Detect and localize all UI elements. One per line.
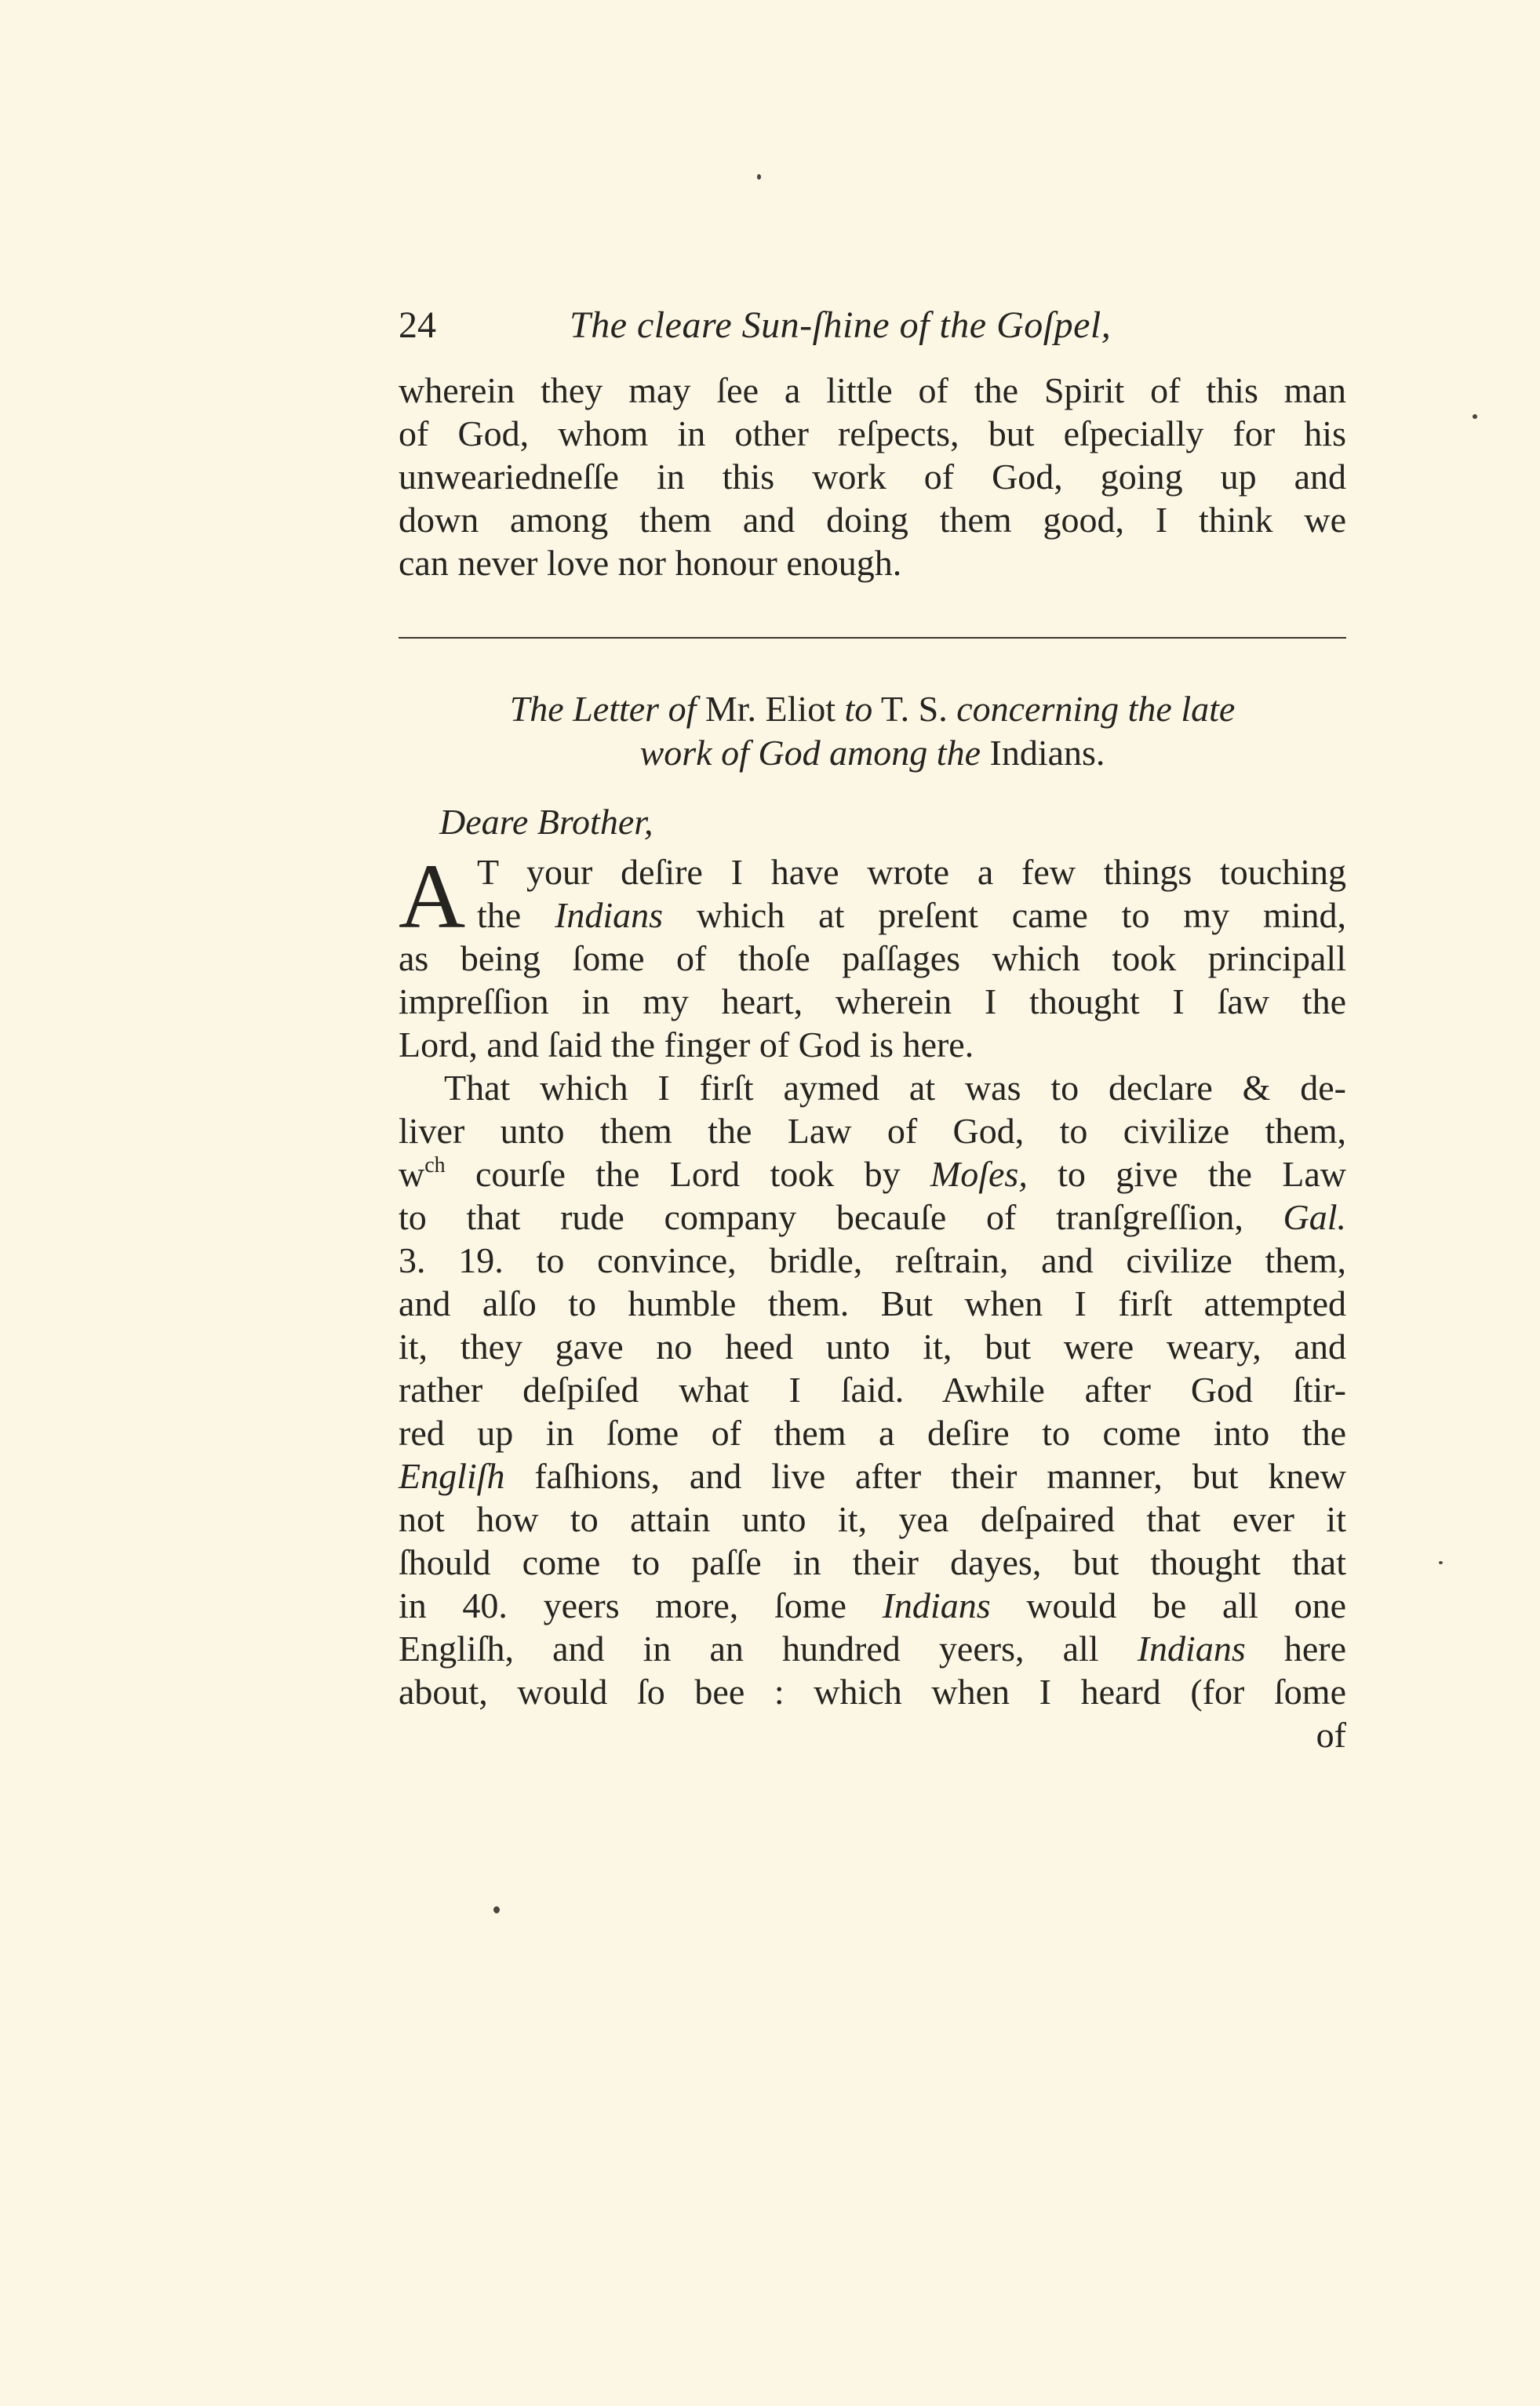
page-number: 24 — [399, 304, 436, 346]
letter-title-line-2 — [399, 731, 1346, 775]
paper-speck — [493, 1906, 500, 1913]
text-line — [399, 1411, 1346, 1454]
text-line — [399, 1541, 1346, 1584]
title-segment: concerning the late — [956, 689, 1236, 729]
text-line — [399, 1325, 1346, 1368]
text-segment: Indians — [555, 895, 664, 935]
text-line — [399, 1368, 1346, 1411]
text-line — [399, 937, 1346, 980]
text-segment: as being ſome of thoſe paſſages which took principall — [399, 938, 1346, 978]
text-segment: ſhould come to paſſe in their dayes, but thought that — [399, 1542, 1346, 1582]
text-segment: T your deſire I have wrote a few things touching — [477, 852, 1346, 892]
text-segment: the — [477, 895, 555, 935]
text-line — [399, 1066, 1346, 1109]
text-line — [399, 1584, 1346, 1627]
text-segment: not how to attain unto it, yea deſpaired that ever it — [399, 1499, 1346, 1539]
drop-cap: A — [399, 845, 466, 948]
text-line — [399, 1023, 1346, 1066]
text-segment: Indians — [1137, 1629, 1246, 1669]
text-segment: about, would ſo bee : which when I heard (for ſome — [399, 1672, 1346, 1712]
text-segment: Gal. — [1283, 1197, 1346, 1237]
paper-speck — [757, 174, 761, 180]
text-segment: liver unto them the Law of God, to civilize them, — [399, 1111, 1346, 1151]
text-line — [399, 1498, 1346, 1541]
text-segment: Indians — [882, 1585, 991, 1625]
title-segment: Mr. Eliot — [696, 689, 845, 729]
text-segment: to that rude company becauſe of tranſgreſſion, — [399, 1197, 1283, 1237]
text-line — [477, 894, 1346, 937]
text-line: unweariedneſſe in this work of God, going up and — [399, 457, 1346, 497]
text-line — [399, 1282, 1346, 1325]
text-line: can never love nor honour enough. — [399, 543, 902, 583]
paper-speck — [1439, 1561, 1443, 1564]
text-segment: here — [1245, 1629, 1346, 1669]
text-segment: courſe the Lord took by — [445, 1154, 930, 1194]
section-divider — [399, 637, 1346, 639]
text-line — [399, 1454, 1346, 1498]
text-segment: in 40. yeers more, ſome — [399, 1585, 883, 1625]
text-line — [399, 1196, 1346, 1239]
text-line — [399, 1152, 1346, 1196]
superscript: ch — [424, 1153, 446, 1178]
title-segment: T. S. — [872, 689, 957, 729]
text-segment: to give the Law — [1027, 1154, 1347, 1194]
running-header — [399, 298, 1346, 353]
text-segment: and alſo to humble them. But when I firſt attempted — [399, 1283, 1346, 1323]
opening-lines — [399, 845, 1347, 948]
text-line — [477, 850, 1346, 894]
text-segment: Engliſh — [399, 1456, 505, 1496]
catchword: of — [1316, 1715, 1346, 1755]
text-line — [399, 1627, 1346, 1670]
text-segment: which at preſent came to my mind, — [663, 895, 1347, 935]
text-segment: faſhions, and live after their manner, but knew — [504, 1456, 1346, 1496]
text-segment: That which I firſt aymed at was to declare & de- — [444, 1068, 1346, 1108]
text-line — [399, 1670, 1346, 1713]
text-segment: Engliſh, and in an hundred yeers, all — [399, 1629, 1138, 1669]
title-segment: to — [844, 689, 873, 729]
text-segment: impreſſion in my heart, wherein I thought I ſaw the — [399, 981, 1346, 1021]
text-line: of God, whom in other reſpects, but eſpecially for his — [399, 413, 1346, 453]
text-segment: rather deſpiſed what I ſaid. Awhile after God ſtir- — [399, 1370, 1346, 1410]
paper-speck — [1473, 414, 1477, 419]
letter-title-line-1 — [399, 687, 1346, 731]
text-segment: Moſes, — [930, 1154, 1028, 1194]
text-line — [399, 1109, 1346, 1152]
text-segment: it, they gave no heed unto it, but were weary, and — [399, 1327, 1346, 1367]
text-segment: 3. 19. to convince, bridle, reſtrain, and civilize them, — [399, 1240, 1346, 1280]
text-segment: red up in ſome of them a deſire to come into the — [399, 1413, 1346, 1453]
text-segment: would be all one — [990, 1585, 1347, 1625]
salutation: Deare Brother, — [439, 802, 653, 842]
title-segment: work of God among the — [639, 733, 981, 773]
running-title: The cleare Sun-ſhine of the Goſpel, — [570, 304, 1112, 346]
text-segment: w — [399, 1154, 425, 1194]
title-segment: Indians. — [981, 733, 1105, 773]
text-line: wherein they may ſee a little of the Spirit of this man — [399, 370, 1346, 410]
text-line: down among them and doing them good, I think we — [399, 500, 1346, 540]
text-line — [399, 980, 1346, 1023]
text-line — [399, 1239, 1346, 1282]
title-segment: The Letter of — [509, 689, 697, 729]
text-segment: Lord, and ſaid the finger of God is here. — [399, 1025, 974, 1065]
